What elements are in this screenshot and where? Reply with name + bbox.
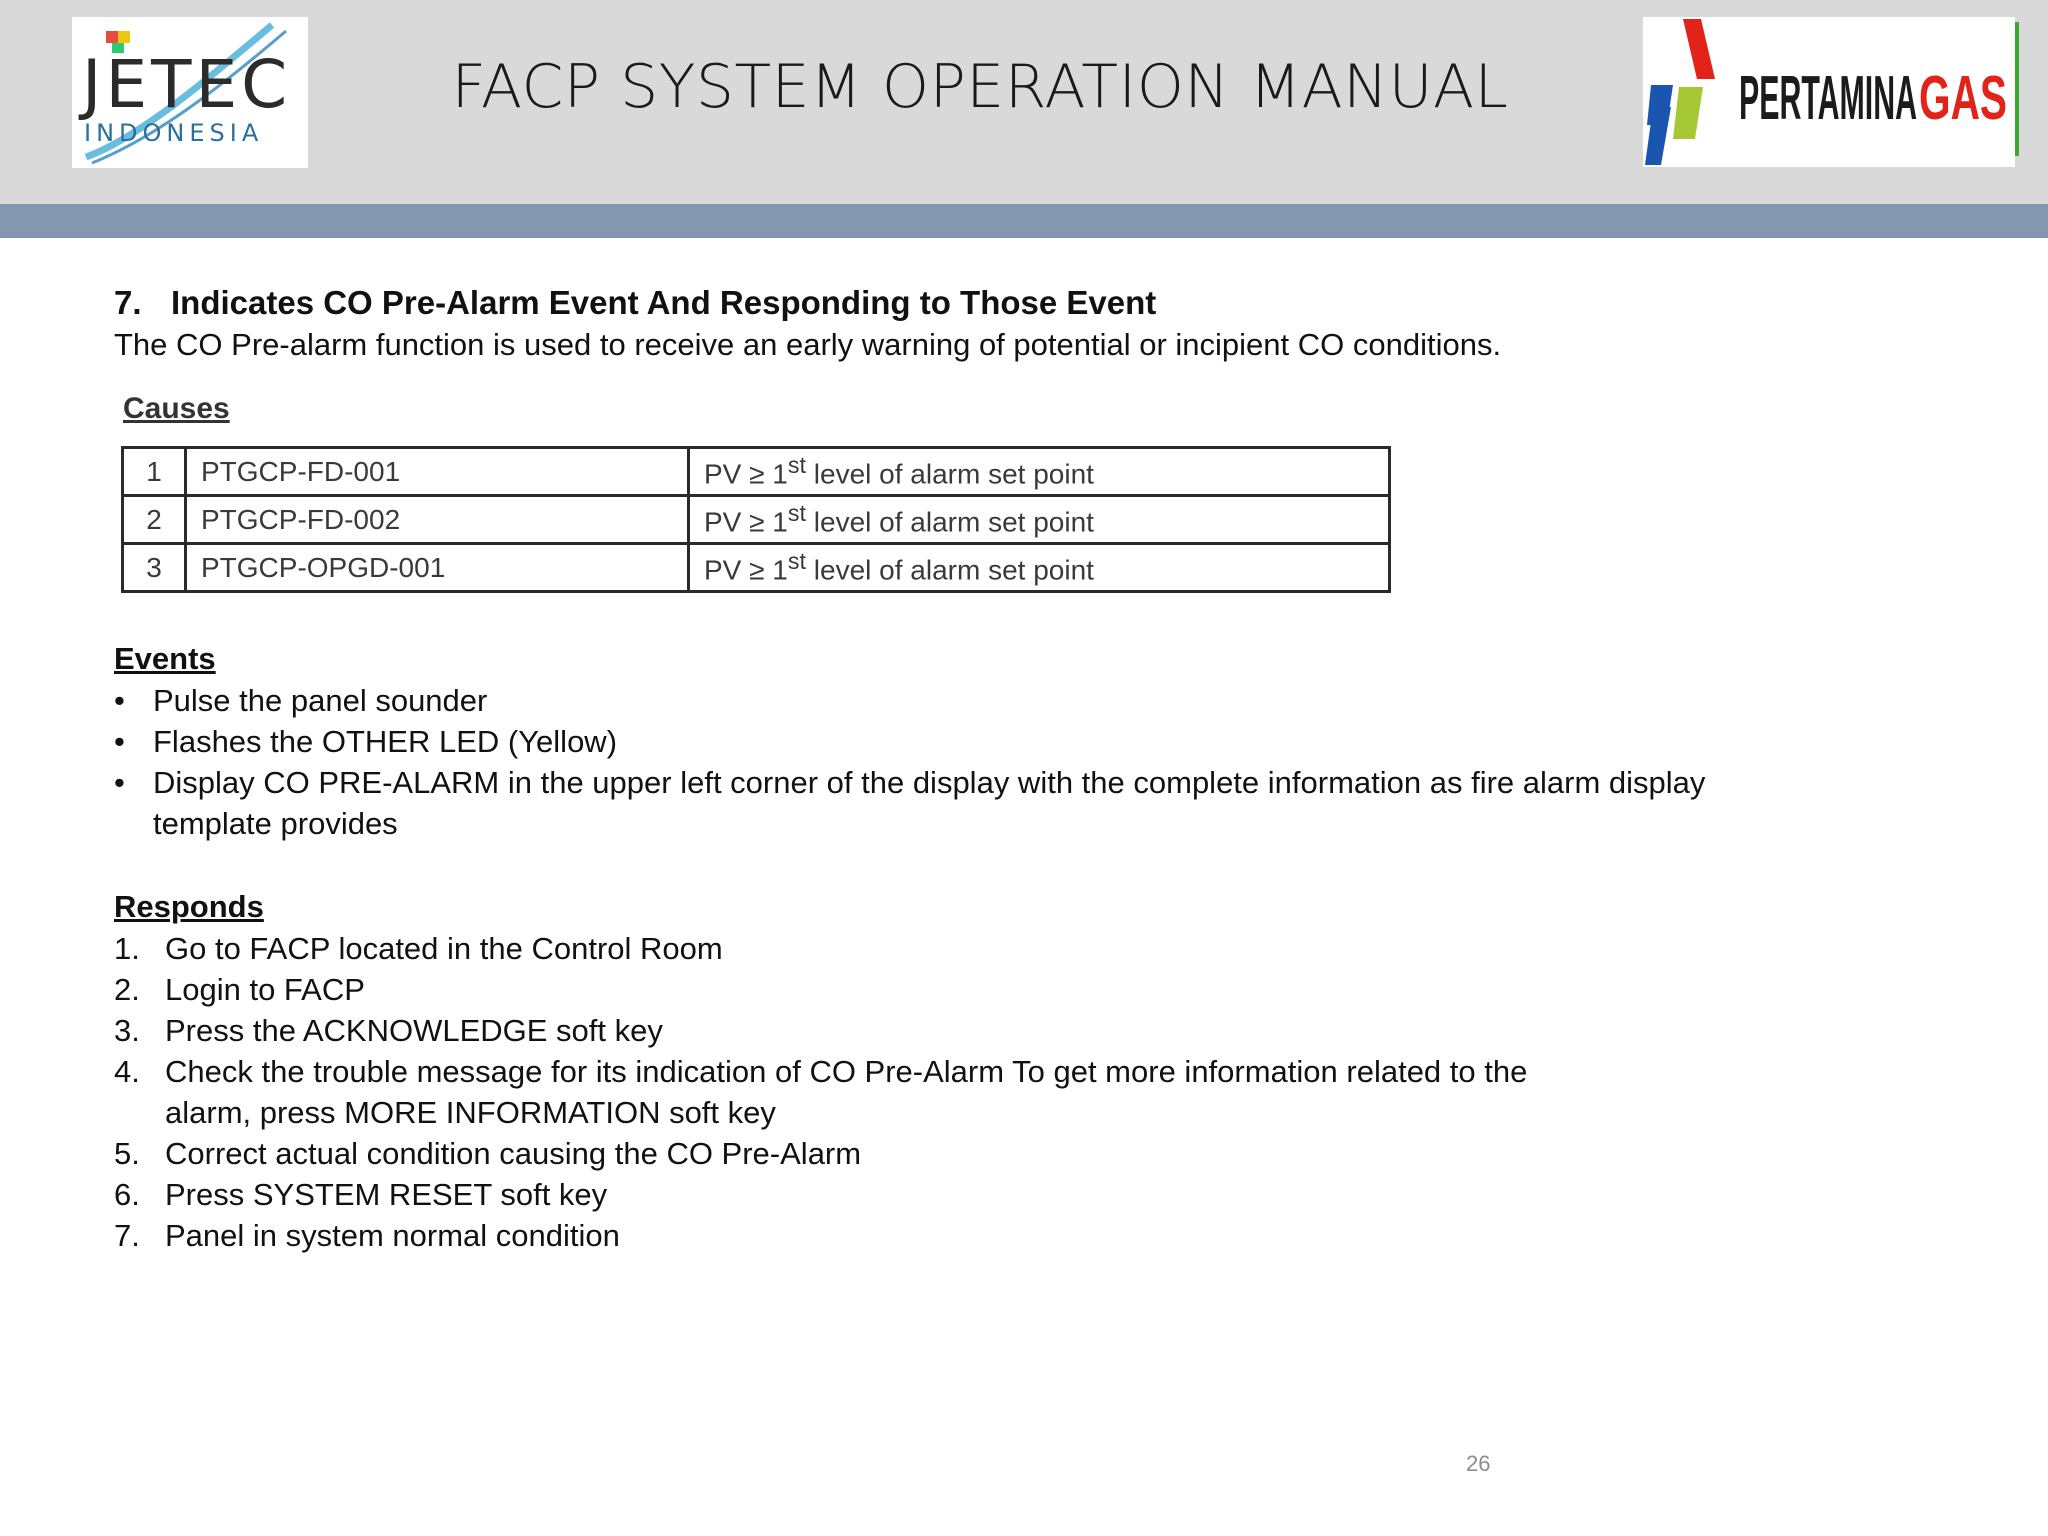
logo-accent-edge [2015,22,2019,156]
list-item: 3. Press the ACKNOWLEDGE soft key [114,1013,663,1048]
section-title: Indicates CO Pre-Alarm Event And Responding to Those Event [171,284,1157,321]
list-item: 5. Correct actual condition causing the CO Pre-Alarm [114,1136,862,1171]
cause-tag: PTGCP-FD-002 [186,496,689,544]
pertamina-gas-logo [1643,17,2015,167]
svg-text:GAS: GAS [1919,64,2007,133]
bullet-icon: • [114,765,125,800]
table-row [123,544,1390,592]
responds-section [114,886,1814,1256]
list-item: 7. Panel in system normal condition [114,1218,620,1253]
section-number: 7. [114,284,142,321]
table-row [123,448,1390,496]
causes-table [121,446,1391,593]
bullet-icon: • [114,683,125,718]
events-list [114,680,1814,844]
events-section [114,638,1814,844]
header-divider-band [0,204,2048,238]
cause-number: 2 [123,496,186,544]
list-item: • Pulse the panel sounder [114,680,1814,721]
bullet-icon: • [114,724,125,759]
section-heading [114,282,1914,324]
causes-label: Causes [123,392,230,425]
list-item: 2. Login to FACP [114,972,365,1007]
responds-heading: Responds [114,889,264,924]
cause-number: 3 [123,544,186,592]
events-heading: Events [114,641,216,676]
list-item: 4. Check the trouble message for its indication of CO Pre-Alarm To get more information related to the alarm, press MORE INFORMATION soft key [114,1054,1528,1130]
svg-text:PERTAMINA: PERTAMINA [1739,64,1917,133]
list-item: • Flashes the OTHER LED (Yellow) [114,721,1814,762]
cause-condition: PV ≥ 1st level of alarm set point [689,496,1390,544]
cause-condition: PV ≥ 1st level of alarm set point [689,544,1390,592]
section-intro-text: The CO Pre-alarm function is used to receive an early warning of potential or incipient CO conditions. [114,327,1502,362]
svg-text:JETEC: JETEC [82,46,292,123]
list-item: 1. Go to FACP located in the Control Room [114,931,723,966]
list-item: 6. Press SYSTEM RESET soft key [114,1177,608,1212]
list-item: • Display CO PRE-ALARM in the upper left corner of the display with the complete information as fire alarm display template provides [114,762,1814,844]
cause-tag: PTGCP-FD-001 [186,448,689,496]
page-title: FACP SYSTEM OPERATION MANUAL [451,52,1509,122]
responds-steps-list [114,928,1814,1256]
cause-tag: PTGCP-OPGD-001 [186,544,689,592]
cause-number: 1 [123,448,186,496]
section-intro [114,282,1914,365]
svg-text:INDONESIA: INDONESIA [84,119,264,147]
table-row [123,496,1390,544]
page-number: 26 [1466,1451,1491,1476]
cause-condition: PV ≥ 1st level of alarm set point [689,448,1390,496]
